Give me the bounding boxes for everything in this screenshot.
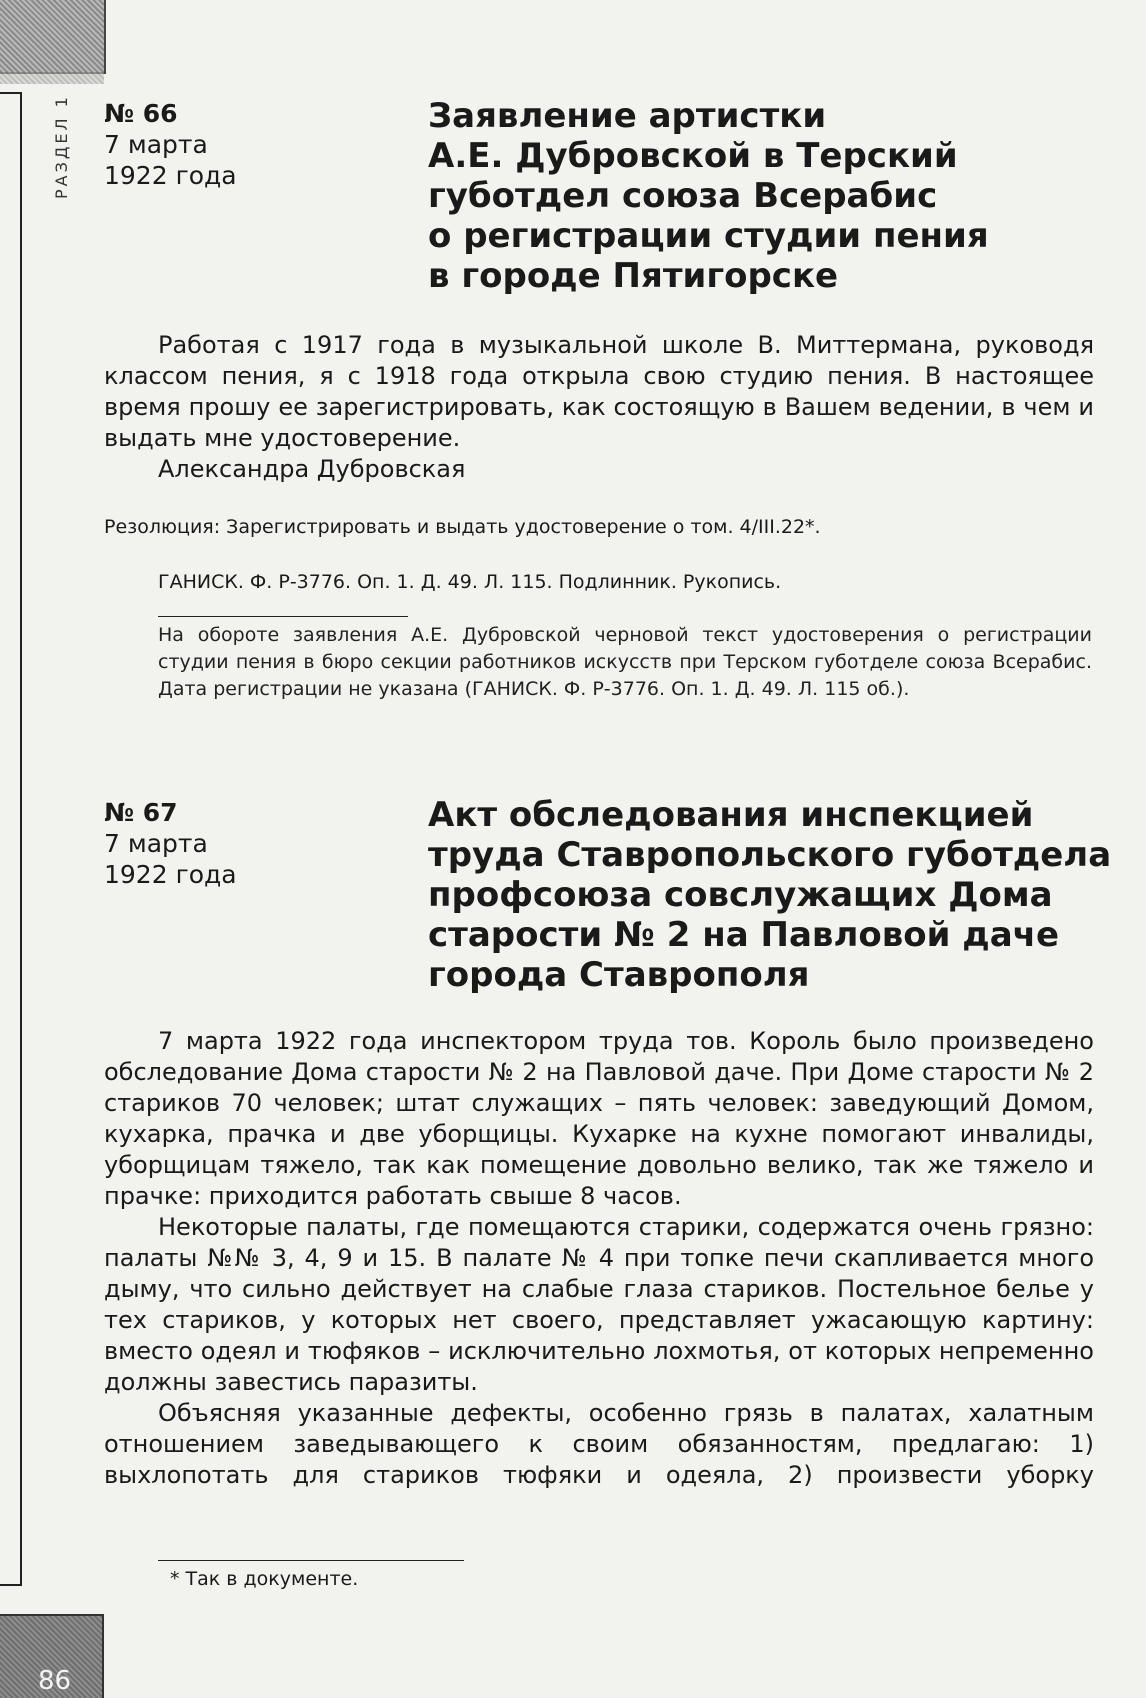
doc66-title-line: губотдел союза Всерабис [428, 176, 938, 216]
doc67-title-line: Акт обследования инспекцией [428, 795, 1034, 835]
doc66-title-line: А.Е. Дубровской в Терский [428, 136, 958, 176]
doc67-title-line: старости № 2 на Павловой даче [428, 915, 1060, 955]
doc67-date-day: 7 марта [104, 829, 208, 858]
doc66-title-line: о регистрации студии пения [428, 216, 989, 256]
doc67-paragraph: Некоторые палаты, где помещаются старики, содержатся очень грязно: палаты №№ 3, 4, 9 и 15. В палате № 4 при топке печи скапливается много дыму, что сильно действует на слабые глаза стариков. Постельное белье у тех стариков, у которых нет своего, представляет ужасающую картину: вместо одеял и тюфяков – исключительно лохмотья, от которых непременно должны завестись паразиты. [104, 1213, 1094, 1396]
doc66-title-line: в городе Пятигорске [428, 256, 839, 296]
doc67-date-year: 1922 года [104, 860, 237, 889]
doc67-number: № 67 [104, 798, 178, 827]
doc66-paragraph: Работая с 1917 года в музыкальной школе В. Миттермана, руководя классом пения, я с 1918 года открыла свою студию пения. В настоящее время прошу ее зарегистрировать, как состоящую в Вашем ведении, в чем и выдать мне удостоверение. [104, 331, 1094, 452]
doc66-meta [104, 98, 384, 191]
doc66-signature: Александра Дубровская [158, 455, 466, 483]
doc67-title-line: города Ставрополя [428, 955, 810, 995]
page-number: 86 [38, 1666, 72, 1696]
top-tab-strip [0, 72, 104, 84]
doc67-title-line: профсоюза совслужащих Дома [428, 875, 1053, 915]
side-margin-frame [0, 92, 22, 1586]
doc67-body [104, 1026, 1094, 1491]
doc66-date-day: 7 марта [104, 130, 208, 159]
doc66-note-rule [158, 616, 408, 617]
top-corner-tab [0, 0, 106, 74]
doc66-body [104, 330, 1094, 454]
doc67-paragraph: Объясняя указанные дефекты, особенно грязь в палатах, халатным отношением заведывающего к своим обязанностям, предлагаю: 1) выхлопотать для стариков тюфяки и одеяла, 2) произвести уборку [104, 1399, 1094, 1489]
doc67-paragraph: 7 марта 1922 года инспектором труда тов. Король было произведено обследование Дома старости № 2 на Павловой даче. При Доме старости № 2 стариков 70 человек; штат служащих – пять человек: заведующий Домом, кухарка, прачка и две уборщицы. Кухарке на кухне помогают инвалиды, уборщицам тяжело, так как помещение довольно велико, так же тяжело и прачке: приходится работать свыше 8 часов. [104, 1027, 1094, 1210]
doc66-title [428, 96, 1098, 296]
doc66-resolution: Резолюция: Зарегистрировать и выдать удостоверение о том. 4/III.22*. [104, 516, 821, 538]
footnote-rule [158, 1560, 464, 1561]
doc66-date-year: 1922 года [104, 161, 237, 190]
doc67-title-line: труда Ставропольского губотдела [428, 835, 1112, 875]
section-label: РАЗДЕЛ 1 [52, 94, 71, 199]
doc67-title [428, 795, 1112, 995]
footnote: * Так в документе. [170, 1568, 359, 1590]
doc67-meta [104, 797, 384, 890]
doc66-title-line: Заявление артистки [428, 96, 827, 136]
doc66-note: На обороте заявления А.Е. Дубровской черновой текст удостоверения о регистрации студии пения в бюро секции работников искусств при Терском губотделе союза Всерабис. Дата регистрации не указана (ГАНИСК. Ф. Р-3776. Оп. 1. Д. 49. Л. 115 об.). [158, 624, 1092, 700]
doc66-source: ГАНИСК. Ф. Р-3776. Оп. 1. Д. 49. Л. 115. Подлинник. Рукопись. [158, 571, 782, 593]
doc66-number: № 66 [104, 99, 178, 128]
